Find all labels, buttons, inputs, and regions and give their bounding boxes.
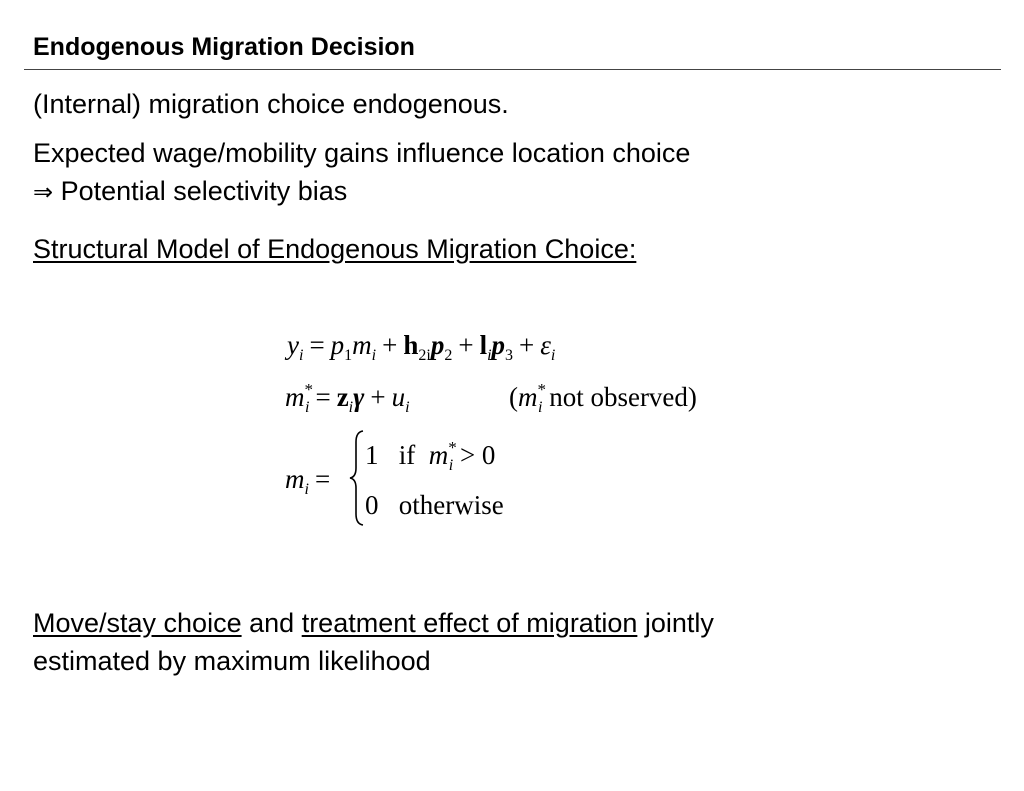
outcome-equation: $y_i = p_1m_i + h_{2i}p_2 + l_ip_3 + \varepsilon_i$: [287, 330, 556, 364]
and-text: and: [249, 608, 295, 638]
closing-paragraph: [33, 604, 714, 680]
paragraph-expected-gains: [33, 134, 690, 211]
structural-model-heading: Structural Model of Endogenous Migration Choice:: [33, 234, 637, 264]
cases-brace-icon: [349, 430, 365, 526]
title-divider: [24, 69, 1001, 70]
move-stay-choice-text: Move/stay choice: [33, 608, 242, 638]
jointly-text: jointly: [644, 608, 714, 638]
selectivity-text: Potential selectivity bias: [60, 176, 348, 206]
closing-line-2: estimated by maximum likelihood: [33, 646, 431, 676]
closing-line-1: [33, 604, 714, 642]
indicator-equation-lhs: $m_i$ =: [285, 464, 331, 498]
not-observed-note: ($m^*_i$ not observed): [509, 380, 697, 416]
implies-arrow-icon: ⇒: [33, 178, 54, 206]
expected-gains-line: Expected wage/mobility gains influence location choice: [33, 138, 691, 168]
paragraph-migration-choice: (Internal) migration choice endogenous.: [33, 89, 509, 119]
treatment-effect-text: treatment effect of migration: [301, 608, 638, 638]
slide-title: Endogenous Migration Decision: [33, 33, 415, 61]
case-two: 0 otherwise: [365, 490, 504, 520]
selectivity-line: [33, 172, 690, 211]
selection-equation: $m^*_i = z_i\gamma + u_i$: [285, 380, 410, 416]
case-one: 1 if $m^*_i > 0$: [365, 438, 496, 474]
